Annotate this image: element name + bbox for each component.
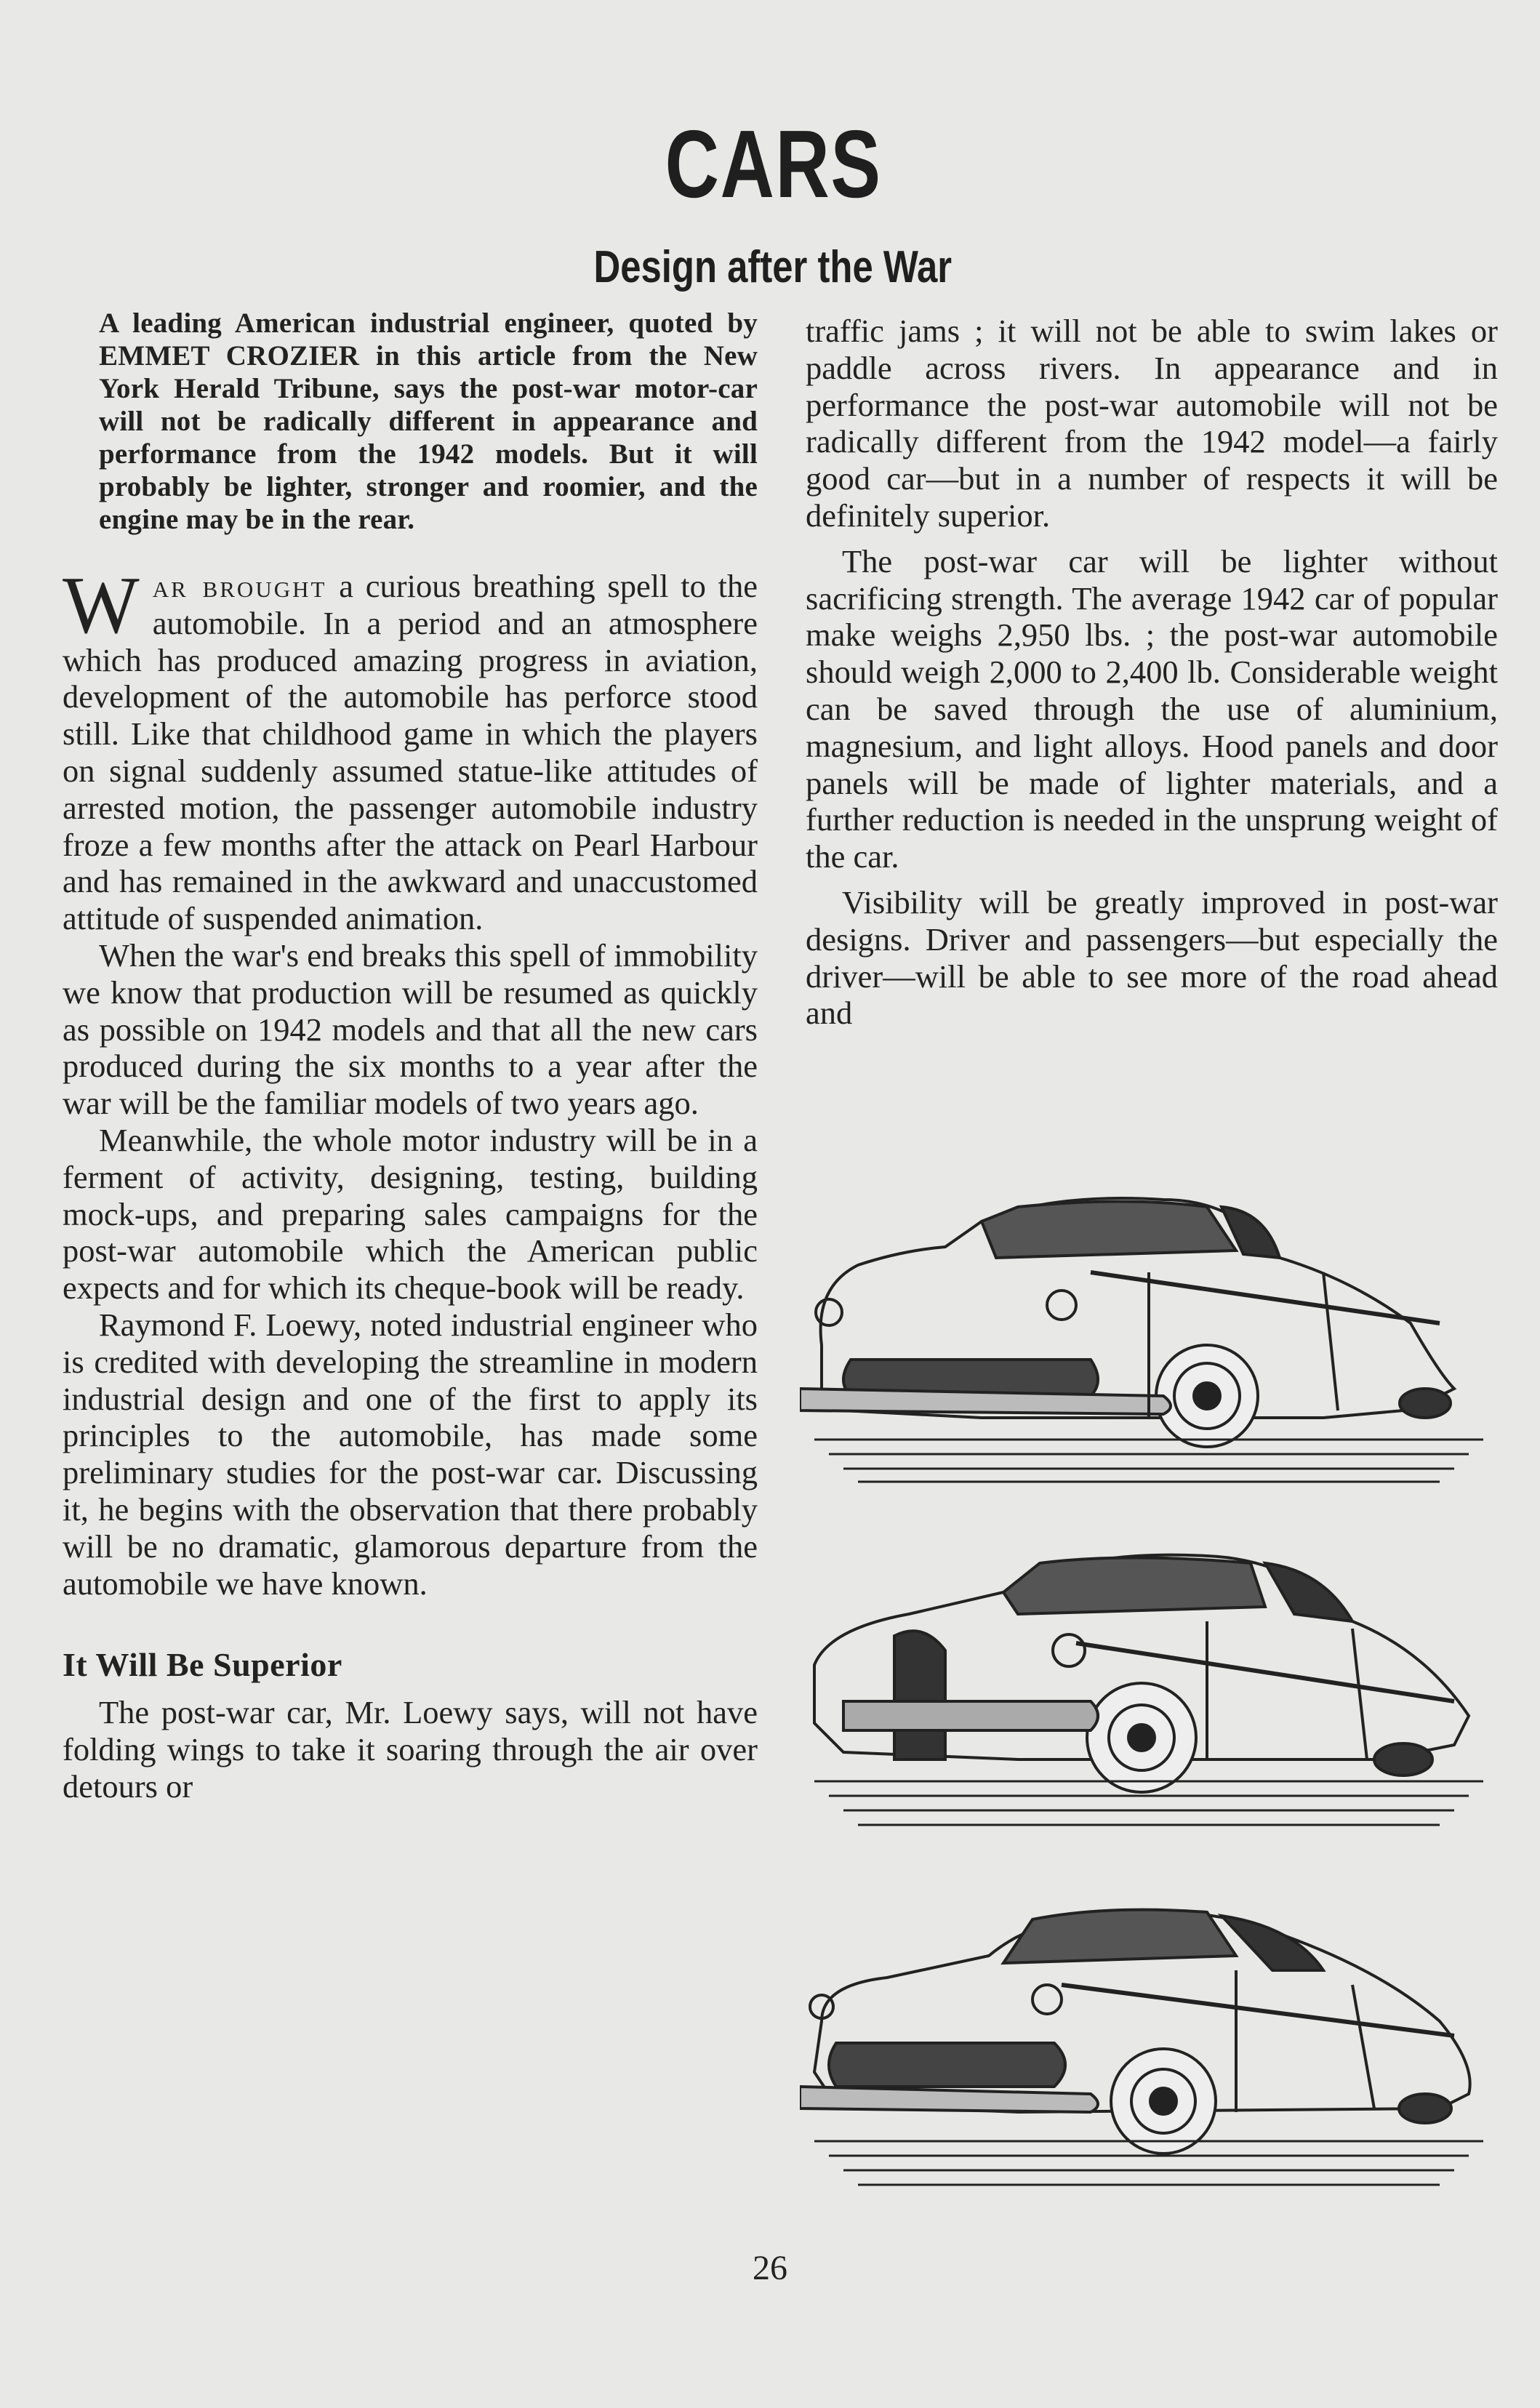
car-illustration-3 — [800, 1890, 1498, 2196]
right-paragraph-2: The post-war car will be lighter without sacrificing strength. The average 1942 car of popular make weighs 2,950 lbs. ; the post-war automobile should weigh 2,000 to 2,400 lb. Considerable weight can be saved through the use of aluminium, magnesium, and light alloys. Hood panels and door panels will be made of lighter materials, and a further reduction is needed in the unsprung weight of the car. — [806, 542, 1498, 875]
paragraph-4: Raymond F. Loewy, noted industrial engineer who is credited with developing the streamline in modern industrial design and one of the first to apply its principles to the automobile, has made some preliminary studies for the post-war car. Discussing it, he begins with the observation that there probably will be no dramatic, glamorous departure from the automobile we have known. — [63, 1306, 758, 1602]
paragraph-1 — [63, 561, 758, 937]
opening-small-caps: ar brought — [152, 568, 327, 604]
car-illustration-1 — [800, 1178, 1498, 1490]
right-paragraph-1: traffic jams ; it will not be able to swim lakes or paddle across rivers. In appearance and in performance the post-war automobile will not be radically different from the 1942 model—a fairly good car—but in a number of respects it will be definitely superior. — [806, 313, 1498, 534]
article-lead: A leading American industrial engineer, quoted by EMMET CROZIER in this article from the New York Herald Tribune, says the post-war motor-car will not be radically different in appearance and performance from the 1942 models. But it will probably be lighter, stronger and roomier, and the engine may be in the rear. — [99, 308, 758, 535]
paragraph-1-text: a curious breathing spell to the automobile. In a period and an atmosphere which has produced amazing progress in aviation, development of the automobile has perforce stood still. Like that childhood game in which the players on signal suddenly assumed statue-like attitudes of arrested motion, the passenger automobile industry froze a few months after the attack on Pearl Harbour and has remained in the awkward and unaccustomed attitude of suspended animation. — [63, 568, 758, 937]
right-column — [806, 313, 1498, 1040]
left-column — [63, 307, 758, 1805]
paragraph-2: When the war's end breaks this spell of immobility we know that production will be resumed as quickly as possible on 1942 models and that all the new cars produced during the six months to a year after the war will be the familiar models of two years ago. — [63, 936, 758, 1122]
paragraph-3: Meanwhile, the whole motor industry will be in a ferment of activity, designing, testing, building mock-ups, and preparing sales campaigns for the post-war automobile which the American public expects and for which its cheque-book will be ready. — [63, 1121, 758, 1307]
car-illustration-2 — [800, 1541, 1498, 1847]
section-heading: It Will Be Superior — [63, 1646, 342, 1684]
page-title: CARS — [665, 111, 882, 217]
right-paragraph-3: Visibility will be greatly improved in post-war designs. Driver and passengers—but especially the driver—will be able to see more of the road ahead and — [806, 883, 1498, 1032]
paragraph-5: The post-war car, Mr. Loewy says, will not have folding wings to take it soaring through the air over detours or — [63, 1694, 758, 1805]
left-body — [63, 561, 758, 1805]
page-number: 26 — [753, 2249, 787, 2287]
article-subtitle: Design after the War — [593, 242, 953, 292]
drop-cap: W — [63, 561, 140, 651]
